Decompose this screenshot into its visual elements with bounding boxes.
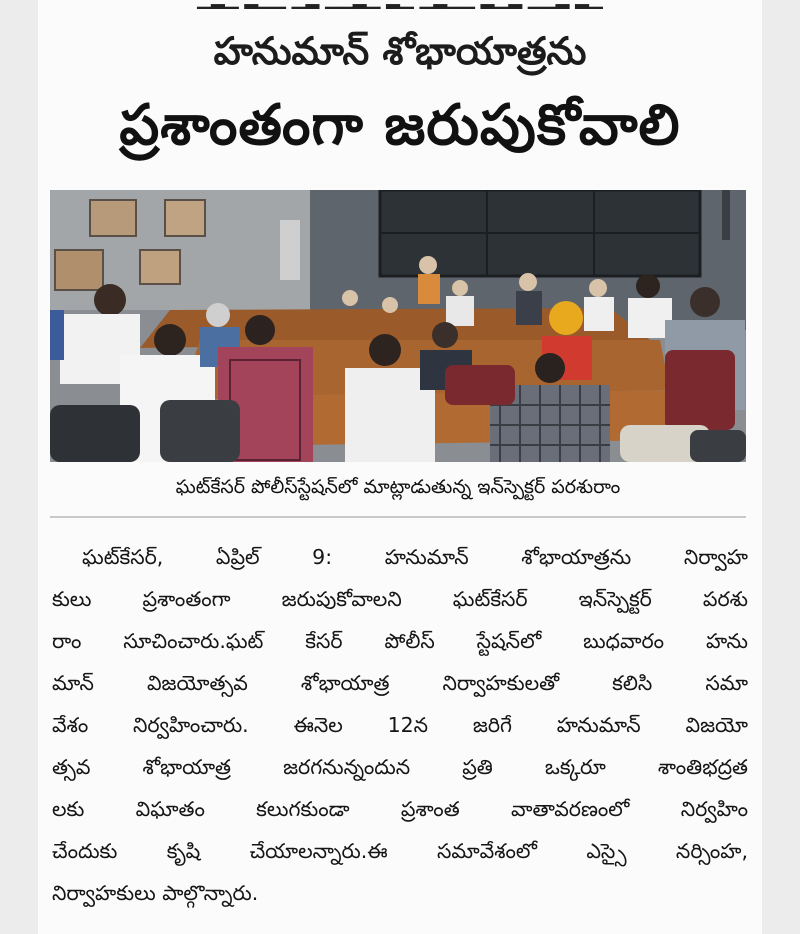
- body-line: ఘట్‌కేసర్, ఏప్రిల్ 9: హనుమాన్ శోభాయాత్రను నిర్వాహ: [82, 545, 748, 569]
- meeting-photo: [50, 190, 746, 462]
- body-line: రాం సూచించారు.ఘట్ కేసర్ పోలీస్ స్టేషన్‌లో బుధవారం హను: [52, 629, 748, 653]
- headline-kicker: హనుమాన్ శోభాయాత్రను: [213, 29, 587, 73]
- photo-caption: ఘట్‌కేసర్ పోలీస్‌స్టేషన్‌లో మాట్లాడుతున్న ఇన్‌స్పెక్టర్ పరశురాం: [175, 476, 621, 498]
- article-body: [52, 536, 748, 914]
- newspaper-clipping: [38, 0, 762, 934]
- body-line: నిర్వాహకులు పాల్గొన్నారు.: [52, 881, 259, 905]
- body-line: కులు ప్రశాంతంగా జరుపుకోవాలని ఘట్‌కేసర్ ఇన్‌స్పెక్టర్ పరశు: [52, 587, 748, 611]
- headline: ప్రశాంతంగా జరుపుకోవాలి: [119, 93, 681, 158]
- body-line: మాన్ విజయోత్సవ శోభాయాత్ర నిర్వాహకులతో కలిసి సమా: [52, 671, 748, 695]
- body-line: త్సవ శోభాయాత్ర జరగనున్నందున ప్రతి ఒక్కరూ శాంతిభద్రత: [52, 755, 748, 779]
- body-line: వేశం నిర్వహించారు. ఈనెల 12న జరిగే హనుమాన్ విజయో: [52, 713, 748, 737]
- body-line: చేందుకు కృషి చేయాలన్నారు.ఈ సమావేశంలో ఎస్సై నర్సింహ,: [52, 839, 748, 863]
- body-line: లకు విఘాతం కలుగకుండా ప్రశాంత వాతావరణంలో నిర్వహిం: [52, 797, 748, 821]
- previous-article-cut-text: [38, 0, 762, 9]
- caption-divider: [50, 516, 746, 518]
